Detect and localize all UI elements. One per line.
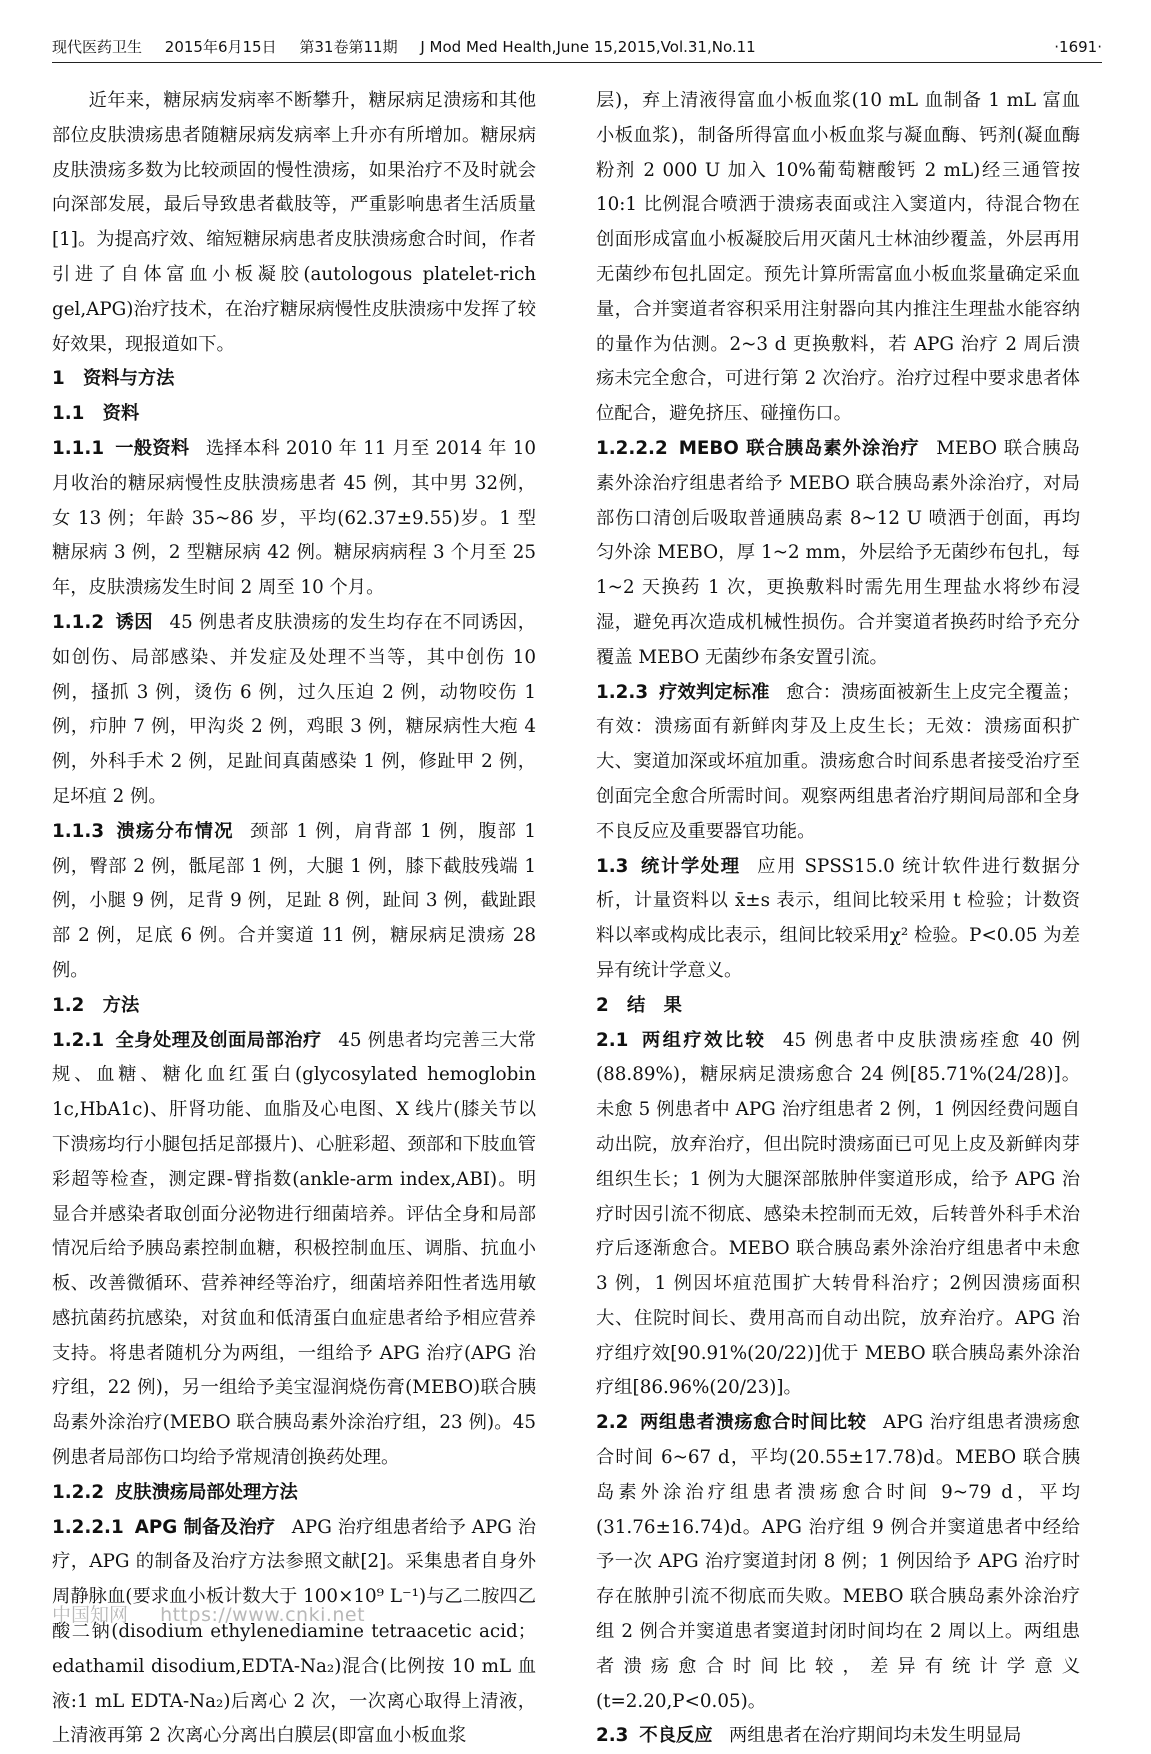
subsection-body: 应用 SPSS15.0 统计软件进行数据分析，计量资料以 x̄±s 表示，组间比较采用 t 检验；计数资料以率或构成比表示，组间比较采用χ² 检验。P<0.05 为差异有统计学意义。 <box>596 855 1080 981</box>
header-rule <box>52 62 1102 63</box>
subsection-title: 两组患者溃疡愈合时间比较 <box>639 1412 867 1434</box>
subsection-number: 1.2.2 <box>52 1481 105 1503</box>
subsection-body: 选择本科 2010 年 11 月至 2014 年 10 月收治的糖尿病慢性皮肤溃疡患者 45 例，其中男 32例，女 13 例；年龄 35~86 岁，平均(62.37±9.55)岁。1 型糖尿病 3 例，2 型糖尿病 42 例。糖尿病病程 3 个月至 25 年，皮肤溃疡发生时间 2 周至 10 个月。 <box>52 437 536 599</box>
page-number: ·1691· <box>1054 38 1102 56</box>
journal-name-en: J Mod Med Health,June 15,2015,Vol.31,No.11 <box>420 38 756 56</box>
body-paragraph: 层)，弃上清液得富血小板血浆(10 mL 血制备 1 mL 富血小板血浆)，制备所得富血小板血浆与凝血酶、钙剂(凝血酶粉剂 2 000 U 加入 10%葡萄糖酸钙 2 mL)经三通管按 10:1 比例混合喷洒于溃疡表面或注入窦道内，待混合物在创面形成富血小板凝胶后用灭菌凡士林油纱覆盖，外层再用无菌纱布包扎固定。预先计算所需富血小板血浆量确定采血量，合并窦道者容积采用注射器向其内推注生理盐水能容纳的量作为估测。2~3 d 更换敷料，若 APG 治疗 2 周后溃疡未完全愈合，可进行第 2 次治疗。治疗过程中要求患者体位配合，避免挤压、碰撞伤口。 <box>596 90 1080 425</box>
subsection-title: 一般资料 <box>115 437 190 459</box>
subsection-body: 两组患者在治疗期间均未发生明显局 <box>728 1725 1022 1747</box>
subsection-paragraph <box>52 432 536 606</box>
subsection-body: 45 例患者均完善三大常规、血糖、糖化血红蛋白(glycosylated hemoglobin 1c,HbA1c)、肝肾功能、血脂及心电图、X 线片(膝关节以下溃疡均行小腿包括足部摄片)、心脏彩超、颈部和下肢血管彩超等检查，测定踝-臂指数(ankle-arm index,ABI)。明显合并感染者取创面分泌物进行细菌培养。评估全身和局部情况后给予胰岛素控制血糖，积极控制血压、调脂、抗血小板、改善微循环、营养神经等治疗，细菌培养阳性者选用敏感抗菌药抗感染，对贫血和低清蛋白血症患者给予相应营养支持。将患者随机分为两组，一组给予 APG 治疗(APG 治疗组，22 例)，另一组给予美宝湿润烧伤膏(MEBO)联合胰岛素外涂治疗(MEBO 联合胰岛素外涂治疗组，23 例)。45 例患者局部伤口均给予常规清创换药处理。 <box>52 1029 537 1469</box>
journal-name-cn: 现代医药卫生 <box>52 38 143 56</box>
subsection-paragraph <box>596 850 1080 989</box>
subsection-number: 1.1.1 <box>52 437 105 459</box>
subsection-paragraph <box>596 432 1080 676</box>
subsection-number: 1.2.2.1 <box>52 1516 124 1538</box>
subsection-paragraph <box>596 1024 1080 1407</box>
subsection-paragraph <box>596 1719 1080 1754</box>
left-column <box>52 84 536 1754</box>
running-header <box>52 36 1102 58</box>
cnki-url: https://www.cnki.net <box>160 1604 366 1626</box>
subsection-title: 两组疗效比较 <box>639 1029 767 1051</box>
subsection-number: 1.1.2 <box>52 611 105 633</box>
section-heading: 1.2 方法 <box>52 994 140 1016</box>
watermark-footer <box>52 1600 365 1627</box>
subsection-number: 1.3 <box>596 855 629 877</box>
subsection-body: 45 例患者皮肤溃疡的发生均存在不同诱因，如创伤、局部感染、并发症及处理不当等，其中创伤 10 例，搔抓 3 例，烫伤 6 例，过久压迫 2 例，动物咬伤 1 例，疖肿 7 例，甲沟炎 2 例，鸡眼 3 例，糖尿病性大疱 4 例，外科手术 2 例，足趾间真菌感染 1 例，修趾甲 2 例，足坏疽 2 例。 <box>52 611 537 807</box>
subsection-body: 颈部 1 例，肩背部 1 例，腹部 1 例，臀部 2 例，骶尾部 1 例，大腿 1 例，膝下截肢残端 1 例，小腿 9 例，足背 9 例，足趾 8 例，趾间 3 例，截趾跟部 2 例，足底 6 例。合并窦道 11 例，糖尿病足溃疡 28 例。 <box>52 820 536 981</box>
subsection-body: APG 治疗组患者溃疡愈合时间 6~67 d，平均(20.55±17.78)d。MEBO 联合胰岛素外涂治疗组患者溃疡愈合时间 9~79 d，平均(31.76±16.74)d。APG 治疗组 9 例合并窦道患者中经给予一次 APG 治疗窦道封闭 8 例；1 例因给予 APG 治疗时存在脓肿引流不彻底而失败。MEBO 联合胰岛素外涂治疗组 2 例合并窦道患者窦道封闭时间均在 2 周以上。两组患者溃疡愈合时间比较，差异有统计学意义(t=2.20,P<0.05)。 <box>596 1412 1081 1712</box>
section-heading: 2 结 果 <box>596 994 682 1016</box>
volume-issue: 第31卷第11期 <box>299 38 398 56</box>
subsection-number: 1.2.1 <box>52 1029 105 1051</box>
subsection-paragraph <box>52 1024 536 1476</box>
subsection-title: APG 制备及治疗 <box>134 1516 276 1538</box>
section-heading: 1.1 资料 <box>52 403 140 425</box>
subsection-number: 1.1.3 <box>52 820 105 842</box>
subsection-number: 2.1 <box>596 1029 629 1051</box>
subsection-title: 诱因 <box>115 611 153 633</box>
subsection-title: 统计学处理 <box>639 855 741 877</box>
subsection-number: 1.2.2.2 <box>596 437 668 459</box>
subsection-body: 45 例患者中皮肤溃疡痊愈 40 例(88.89%)，糖尿病足溃疡愈合 24 例[85.71%(24/28)]。未愈 5 例患者中 APG 治疗组患者 2 例，1 例因经费问题自动出院，放弃治疗，但出院时溃疡面已可见上皮及新鲜肉芽组织生长；1 例为大腿深部脓肿伴窦道形成，给予 APG 治疗时因引流不彻底、感染未控制而无效，后转普外科手术治疗后逐渐愈合。MEBO 联合胰岛素外涂治疗组患者中未愈 3 例，1 例因坏疽范围扩大转骨科治疗；2例因溃疡面积大、住院时间长、费用高而自动出院，放弃治疗。APG 治疗组疗效[90.91%(20/22)]优于 MEBO 联合胰岛素外涂治疗组[86.96%(20/23)]。 <box>596 1029 1081 1399</box>
subsection-number: 2.2 <box>596 1412 629 1434</box>
subsection-title: MEBO 联合胰岛素外涂治疗 <box>678 437 920 459</box>
subsection-paragraph <box>52 1511 536 1754</box>
subsection-body: APG 治疗组患者给予 APG 治疗，APG 的制备及治疗方法参照文献[2]。采集患者自身外周静脉血(要求血小板计数大于 100×10⁹ L⁻¹)与乙二胺四乙酸二钠(disodium ethylenediamine tetraacetic acid；edathamil disodium,EDTA-Na₂)混合(比例按 10 mL 血液:1 mL EDTA-Na₂)后离心 2 次，一次离心取得上清液，上清液再第 2 次离心分离出白膜层(即富血小板血浆 <box>52 1516 536 1747</box>
issue-date: 2015年6月15日 <box>164 38 277 56</box>
section-heading: 1 资料与方法 <box>52 368 175 390</box>
subsection-body: 愈合：溃疡面被新生上皮完全覆盖；有效：溃疡面有新鲜肉芽及上皮生长；无效：溃疡面积扩大、窦道加深或坏疽加重。溃疡愈合时间系患者接受治疗至创面完全愈合所需时间。观察两组患者治疗期间局部和全身不良反应及重要器官功能。 <box>596 681 1081 842</box>
subsection-title: 皮肤溃疡局部处理方法 <box>115 1481 298 1503</box>
subsection-paragraph <box>596 676 1080 850</box>
subsection-paragraph <box>52 815 536 989</box>
subsection-title: 溃疡分布情况 <box>115 820 234 842</box>
subsection-number: 1.2.3 <box>596 681 649 703</box>
body-paragraph: 近年来，糖尿病发病率不断攀升，糖尿病足溃疡和其他部位皮肤溃疡患者随糖尿病发病率上升亦有所增加。糖尿病皮肤溃疡多数为比较顽固的慢性溃疡，如果治疗不及时就会向深部发展，最后导致患者截肢等，严重影响患者生活质量[1]。为提高疗效、缩短糖尿病患者皮肤溃疡愈合时间，作者引进了自体富血小板凝胶(autologous platelet-rich gel,APG)治疗技术，在治疗糖尿病慢性皮肤溃疡中发挥了较好效果，现报道如下。 <box>52 90 536 355</box>
cnki-brand: 中国知网 <box>52 1604 129 1626</box>
subsection-number: 2.3 <box>596 1725 629 1747</box>
subsection-paragraph <box>52 1476 536 1511</box>
subsection-paragraph <box>52 606 536 815</box>
header-left <box>52 36 774 58</box>
subsection-title: 疗效判定标准 <box>659 681 770 703</box>
right-column <box>596 84 1080 1754</box>
subsection-body: MEBO 联合胰岛素外涂治疗组患者给予 MEBO 联合胰岛素外涂治疗，对局部伤口清创后吸取普通胰岛素 8~12 U 喷洒于创面，再均匀外涂 MEBO，厚 1~2 mm，外层给予无菌纱布包扎，每 1~2 天换药 1 次，更换敷料时需先用生理盐水将纱布浸湿，避免再次造成机械性损伤。合并窦道者换药时给予充分覆盖 MEBO 无菌纱布条安置引流。 <box>596 437 1080 668</box>
subsection-title: 全身处理及创面局部治疗 <box>115 1029 322 1051</box>
subsection-title: 不良反应 <box>639 1725 713 1747</box>
subsection-paragraph <box>596 1406 1080 1719</box>
